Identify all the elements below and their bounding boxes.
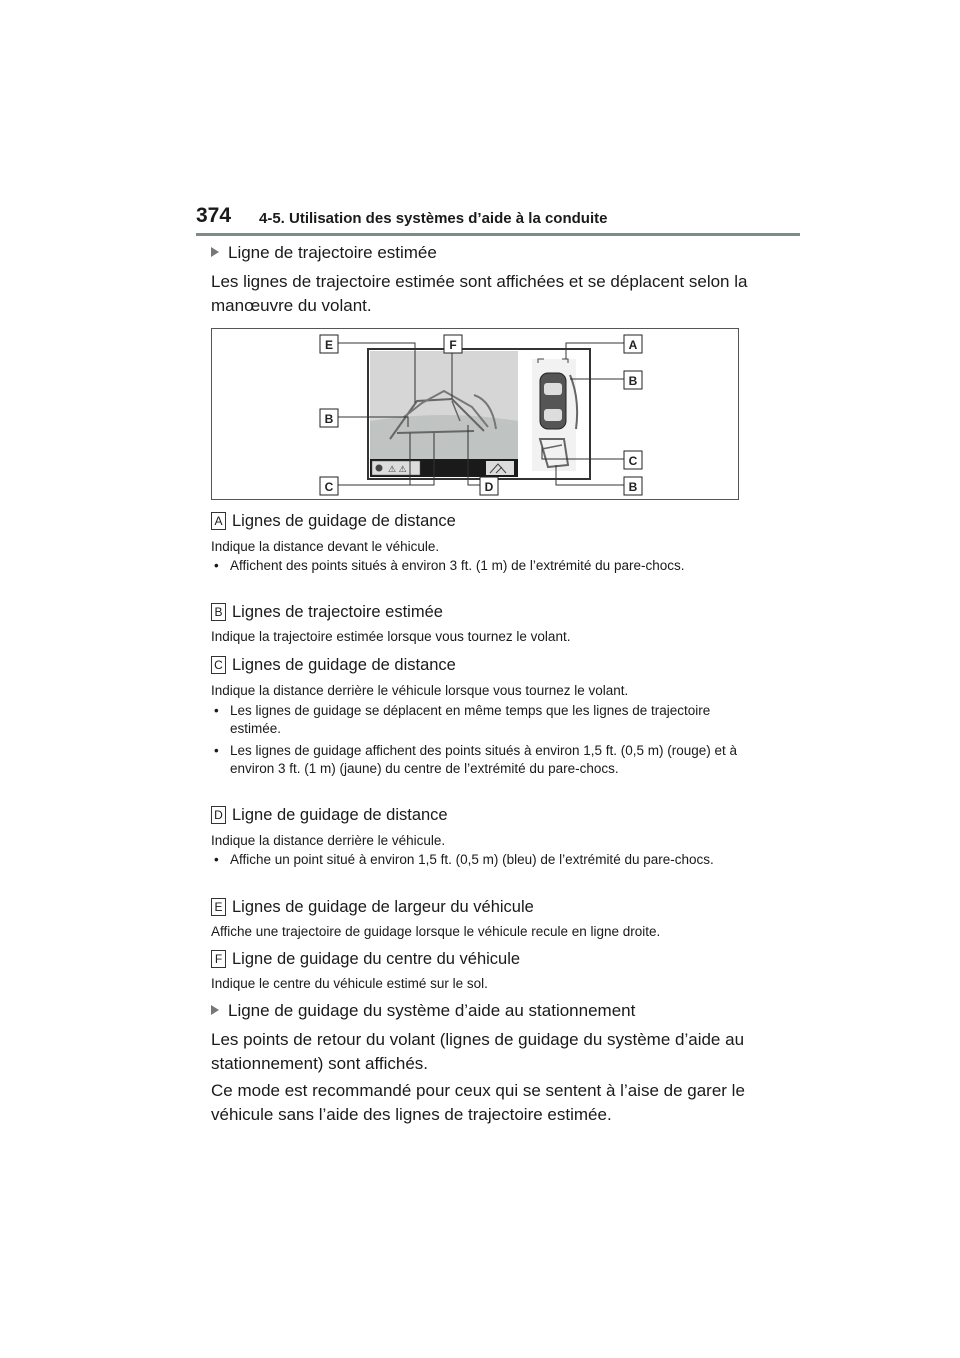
definition-title-text: Ligne de guidage de distance <box>232 806 448 824</box>
bullet-item <box>211 702 751 738</box>
definition-title-c <box>211 656 456 675</box>
triangle-bullet-icon <box>211 247 219 257</box>
definition-title-b <box>211 603 443 622</box>
definition-title-text: Lignes de guidage de distance <box>232 512 456 530</box>
bullet-dot: • <box>214 852 219 867</box>
letter-badge-a: A <box>211 512 226 530</box>
chapter-title: 4-5. Utilisation des systèmes d’aide à la conduite <box>259 210 608 227</box>
callout-b-left: B <box>324 412 334 426</box>
callout-f: F <box>449 338 457 352</box>
letter-badge-c: C <box>211 656 226 674</box>
definition-title-text: Lignes de trajectoire estimée <box>232 603 443 621</box>
definition-title-f <box>211 950 520 969</box>
mode-icon-glyphs: ⚠ ⚠ <box>388 464 407 474</box>
section-heading-text: Ligne de guidage du système d’aide au stationnement <box>228 1001 636 1020</box>
callout-c-left: C <box>324 480 334 494</box>
letter-badge-d: D <box>211 806 226 824</box>
definition-title-d <box>211 806 448 825</box>
vehicle-windshield <box>544 383 562 395</box>
bullet-item <box>211 851 751 869</box>
bullet-text: Affichent des points situés à environ 3 ft. (1 m) de l’extrémité du pare-chocs. <box>230 558 685 573</box>
section-paragraph: Les points de retour du volant (lignes de guidage du système d’aide au stationnement) sont affichés. <box>211 1030 745 1073</box>
definition-title-e <box>211 898 534 917</box>
definition-title-text: Lignes de guidage de distance <box>232 656 456 674</box>
callout-e: E <box>324 338 334 352</box>
section-paragraph: Ce mode est recommandé pour ceux qui se sentent à l’aise de garer le véhicule sans l’aide des lignes de trajectoire estimée. <box>211 1081 745 1124</box>
definition-title-text: Ligne de guidage du centre du véhicule <box>232 950 521 968</box>
definition-desc-b: Indique la trajectoire estimée lorsque vous tournez le volant. <box>211 629 571 644</box>
definition-title-text: Lignes de guidage de largeur du véhicule <box>232 898 534 916</box>
bullet-dot: • <box>214 558 219 573</box>
callout-d: D <box>484 480 494 494</box>
definition-title-a <box>211 512 456 531</box>
callout-b-bottom: B <box>628 480 638 494</box>
definition-desc-c: Indique la distance derrière le véhicule lorsque vous tournez le volant. <box>211 683 629 698</box>
camera-display-illustration <box>212 329 740 501</box>
bullet-text: Les lignes de guidage se déplacent en même temps que les lignes de trajectoire estimée. <box>230 703 711 736</box>
section-heading-text: Ligne de trajectoire estimée <box>228 243 437 262</box>
bullet-dot: • <box>214 743 219 758</box>
triangle-bullet-icon <box>211 1005 219 1015</box>
bullet-item <box>211 557 751 575</box>
section-heading-trajectoire <box>211 243 437 263</box>
letter-badge-b: B <box>211 603 226 621</box>
camera-display-figure <box>211 328 739 500</box>
info-icon <box>376 465 383 472</box>
section-heading-stationnement <box>211 1001 635 1021</box>
callout-a: A <box>628 338 638 352</box>
definition-desc-e: Affiche une trajectoire de guidage lorsque le véhicule recule en ligne droite. <box>211 924 661 939</box>
bullet-dot: • <box>214 703 219 718</box>
bullet-text: Les lignes de guidage affichent des points situés à environ 1,5 ft. (0,5 m) (rouge) et à environ 3 ft. (1 m) (jaune) du centre de l’extrémité du pare-chocs. <box>230 743 738 776</box>
letter-badge-e: E <box>211 898 226 916</box>
definition-desc-f: Indique le centre du véhicule estimé sur le sol. <box>211 976 488 991</box>
callout-b-top: B <box>628 374 638 388</box>
bullet-item <box>211 742 751 778</box>
callout-c-right: C <box>628 454 638 468</box>
definition-desc-a: Indique la distance devant le véhicule. <box>211 539 440 554</box>
vehicle-rear-window <box>544 409 562 421</box>
section-paragraph: Les lignes de trajectoire estimée sont affichées et se déplacent selon la manœuvre du volant. <box>211 272 748 315</box>
letter-badge-f: F <box>211 950 226 968</box>
definition-desc-d: Indique la distance derrière le véhicule. <box>211 833 446 848</box>
page-number: 374 <box>196 204 232 227</box>
bullet-text: Affiche un point situé à environ 1,5 ft. (0,5 m) (bleu) de l’extrémité du pare-chocs. <box>230 852 714 867</box>
header-rule <box>196 233 800 236</box>
